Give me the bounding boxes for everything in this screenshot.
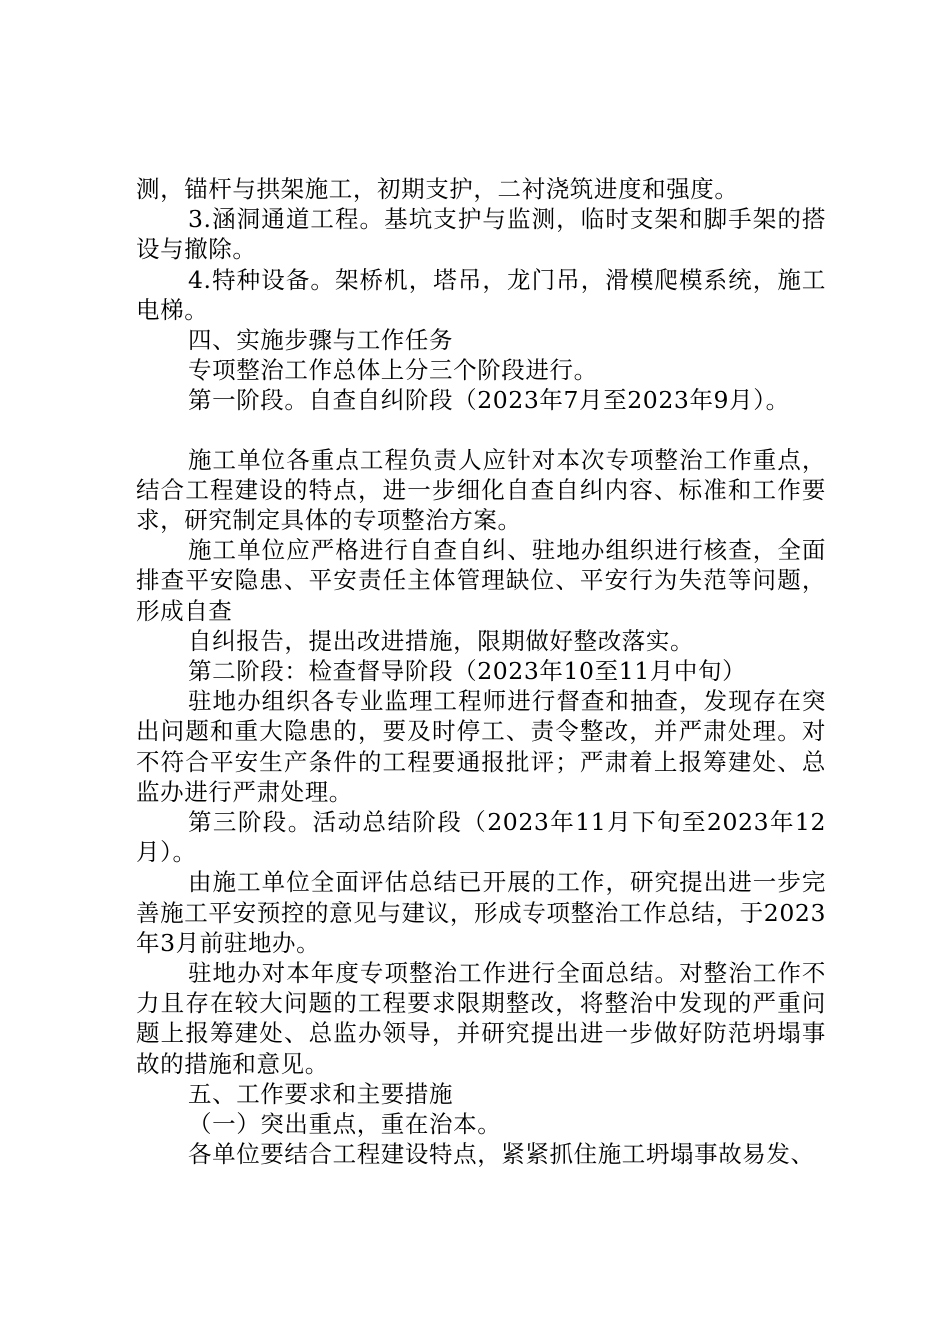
paragraph-stage-one-report: 自纠报告，提出改进措施，限期做好整改落实。 <box>188 626 695 655</box>
stage-three-heading: 第三阶段。活动总结阶段（2023年11月下旬至2023年12月）。 <box>136 808 826 867</box>
section-heading-implementation-steps: 四、实施步骤与工作任务 <box>188 326 454 355</box>
paragraph-stage-three-summary: 驻地办对本年度专项整治工作进行全面总结。对整治工作不力且存在较大问题的工程要求限期整改，将整治中发现的严重问题上报筹建处、总监办领导，并研究提出进一步做好防范坍塌事故的措施和意见。 <box>136 959 826 1078</box>
section-heading-requirements: 五、工作要求和主要措施 <box>188 1079 454 1108</box>
paragraph-stage-three-evaluation: 由施工单位全面评估总结已开展的工作，研究提出进一步完善施工平安预控的意见与建议，形成专项整治工作总结，于2023年3月前驻地办。 <box>136 868 826 957</box>
paragraph-tunnel-items-continued: 测，锚杆与拱架施工，初期支护，二衬浇筑进度和强度。 <box>136 175 739 203</box>
paragraph-stage-one-plan: 施工单位各重点工程负责人应针对本次专项整治工作重点，结合工程建设的特点，进一步细化自查自纠内容、标准和工作要求，研究制定具体的专项整治方案。 <box>136 445 826 535</box>
paragraph-stage-one-inspection: 施工单位应严格进行自查自纠、驻地办组织进行核查，全面排查平安隐患、平安责任主体管理缺位、平安行为失范等问题，形成自查 <box>136 536 826 625</box>
paragraph-culvert-works: 3.涵洞通道工程。基坑支护与监测，临时支架和脚手架的搭设与撤除。 <box>136 205 826 264</box>
paragraph-special-equipment: 4.特种设备。架桥机，塔吊，龙门吊，滑模爬模系统，施工电梯。 <box>136 265 826 324</box>
paragraph-stage-two-supervision: 驻地办组织各专业监理工程师进行督查和抽查，发现存在突出问题和重大隐患的，要及时停工、责令整改，并严肃处理。对不符合平安生产条件的工程要通报批评；严肃着上报筹建处、总监办进行严肃处理。 <box>136 687 826 806</box>
stage-one-heading: 第一阶段。自查自纠阶段（2023年7月至2023年9月）。 <box>188 386 790 415</box>
paragraph-three-stages: 专项整治工作总体上分三个阶段进行。 <box>188 356 598 385</box>
document-body <box>136 174 826 1170</box>
paragraph-units-requirements: 各单位要结合工程建设特点，紧紧抓住施工坍塌事故易发、 <box>188 1140 815 1169</box>
stage-two-heading: 第二阶段：检查督导阶段（2023年10至11月中旬） <box>188 657 747 686</box>
subheading-focus-key-points: （一）突出重点，重在治本。 <box>188 1110 502 1139</box>
